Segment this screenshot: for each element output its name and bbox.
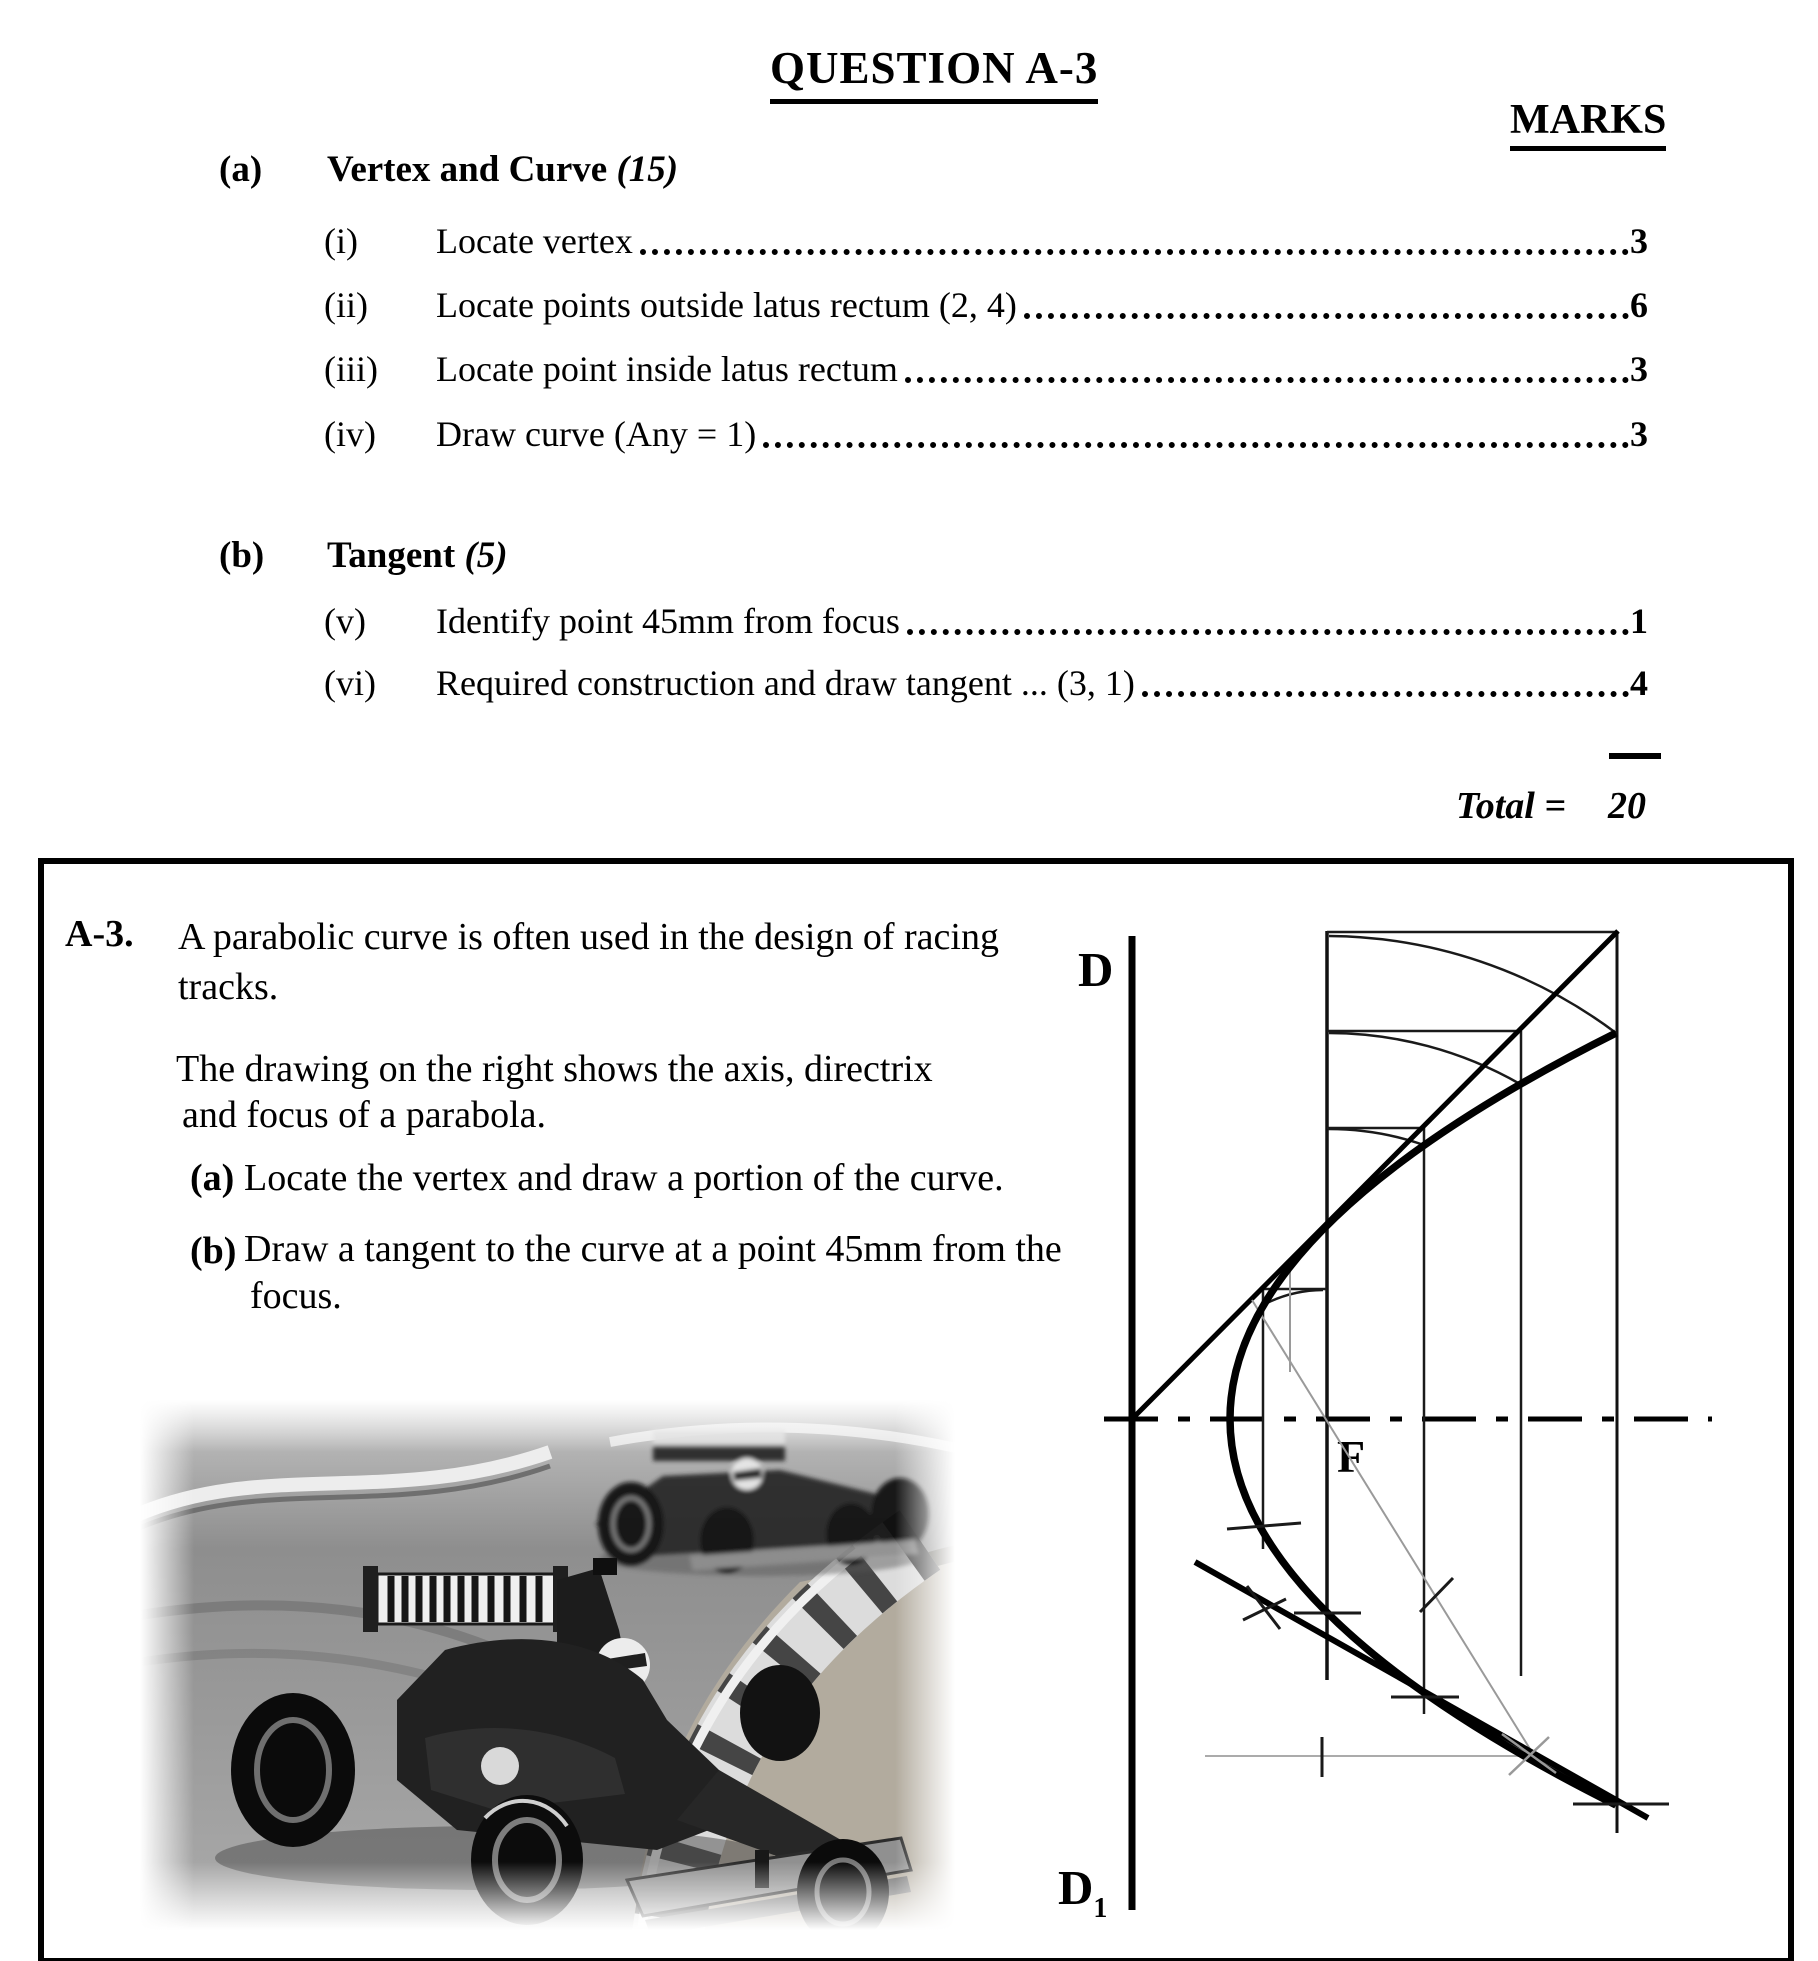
dot-leader xyxy=(763,442,1629,448)
section-b-title-text: Tangent xyxy=(327,535,456,576)
row-mark: 6 xyxy=(1630,285,1648,325)
directrix-label-top: D xyxy=(1078,942,1114,997)
photo-fade-top xyxy=(140,1400,955,1452)
question-paragraph-1 xyxy=(178,912,999,1012)
photo-fade-bottom xyxy=(140,1862,955,1930)
section-b-label: (b) xyxy=(219,535,265,576)
row-numeral: (vi) xyxy=(324,663,376,703)
row-numeral: (i) xyxy=(324,221,358,261)
row-numeral: (iii) xyxy=(324,349,378,389)
directrix-label-bottom xyxy=(1058,1860,1107,1924)
tangent-line xyxy=(1195,1562,1648,1818)
question-box xyxy=(38,858,1794,1961)
row-text: Locate point inside latus rectum xyxy=(436,349,898,389)
row-numeral: (iv) xyxy=(324,414,376,454)
b-line1: Draw a tangent to the curve at a point 45mm from the xyxy=(244,1228,1062,1270)
mark-row-ii xyxy=(324,284,1648,326)
dot-leader xyxy=(1024,313,1629,319)
wheel xyxy=(740,1665,820,1761)
racing-photo xyxy=(140,1400,955,1930)
photo-fade-left xyxy=(140,1400,194,1930)
page-title: QUESTION A-3 xyxy=(770,42,1098,104)
focal-chord-line xyxy=(1252,1300,1535,1757)
grey-tick-x-a xyxy=(1502,1734,1556,1773)
tick-marks xyxy=(1227,1523,1669,1804)
sidepod-roundel xyxy=(481,1747,519,1785)
item-b-label: (b) xyxy=(190,1230,237,1272)
row-mark: 3 xyxy=(1630,349,1648,389)
photo-fade-right xyxy=(895,1400,955,1930)
section-b-title xyxy=(327,534,508,577)
row-text: Identify point 45mm from focus xyxy=(436,601,900,641)
row-mark: 4 xyxy=(1630,663,1648,703)
p1-line1: A parabolic curve is often used in the design of racing xyxy=(178,916,999,958)
focus-label: F xyxy=(1337,1431,1366,1482)
b-line2: focus. xyxy=(250,1275,342,1317)
row-text: Locate points outside latus rectum (2, 4) xyxy=(436,285,1017,325)
directrix-label-bottom-subscript: 1 xyxy=(1093,1893,1108,1924)
diagonal-construction-line xyxy=(1132,931,1618,1419)
row-text: Draw curve (Any = 1) xyxy=(436,414,757,454)
directrix-label-bottom-base: D xyxy=(1058,1860,1094,1915)
section-b-weight: (5) xyxy=(464,535,508,576)
question-number: A-3. xyxy=(65,913,134,955)
row-text: Locate vertex xyxy=(436,221,633,261)
section-a-title xyxy=(327,148,678,191)
mark-row-vi xyxy=(324,662,1648,704)
wing-endplate xyxy=(363,1566,378,1632)
section-a-weight: (15) xyxy=(616,149,679,190)
item-a-label: (a) xyxy=(190,1157,235,1199)
compass-arc-1 xyxy=(1329,936,1616,1033)
row-mark: 3 xyxy=(1630,414,1648,454)
row-mark: 1 xyxy=(1630,601,1648,641)
total-value: 20 xyxy=(1608,785,1646,827)
dot-leader xyxy=(640,249,1629,255)
row-numeral: (ii) xyxy=(324,285,368,325)
t-camera xyxy=(593,1558,617,1575)
mark-row-i xyxy=(324,220,1648,262)
item-b-text xyxy=(244,1226,1062,1320)
wheel xyxy=(231,1693,355,1847)
row-text: Required construction and draw tangent ... (3, 1) xyxy=(436,663,1135,703)
question-paragraph-2 xyxy=(176,1046,933,1138)
mark-row-iv xyxy=(324,413,1648,455)
dot-leader xyxy=(905,377,1629,383)
mark-row-v xyxy=(324,600,1648,642)
item-a-text: Locate the vertex and draw a portion of the curve. xyxy=(244,1157,1004,1199)
dot-leader xyxy=(1142,691,1629,697)
p1-line2: tracks. xyxy=(178,966,279,1008)
total-label: Total = xyxy=(1456,785,1566,827)
p2-line2: and focus of a parabola. xyxy=(182,1094,547,1136)
section-a-title-text: Vertex and Curve xyxy=(327,149,608,190)
dot-leader xyxy=(907,629,1629,635)
section-a-label: (a) xyxy=(219,149,263,190)
row-mark: 3 xyxy=(1630,221,1648,261)
total-overline xyxy=(1609,753,1661,759)
p2-line1: The drawing on the right shows the axis, directrix xyxy=(176,1048,933,1090)
mark-row-iii xyxy=(324,348,1648,390)
marks-header: MARKS xyxy=(1510,96,1666,151)
parabola-construction-diagram xyxy=(1040,880,1776,1942)
rear-wing xyxy=(363,1566,568,1632)
wheel xyxy=(598,1482,664,1566)
row-numeral: (v) xyxy=(324,601,366,641)
